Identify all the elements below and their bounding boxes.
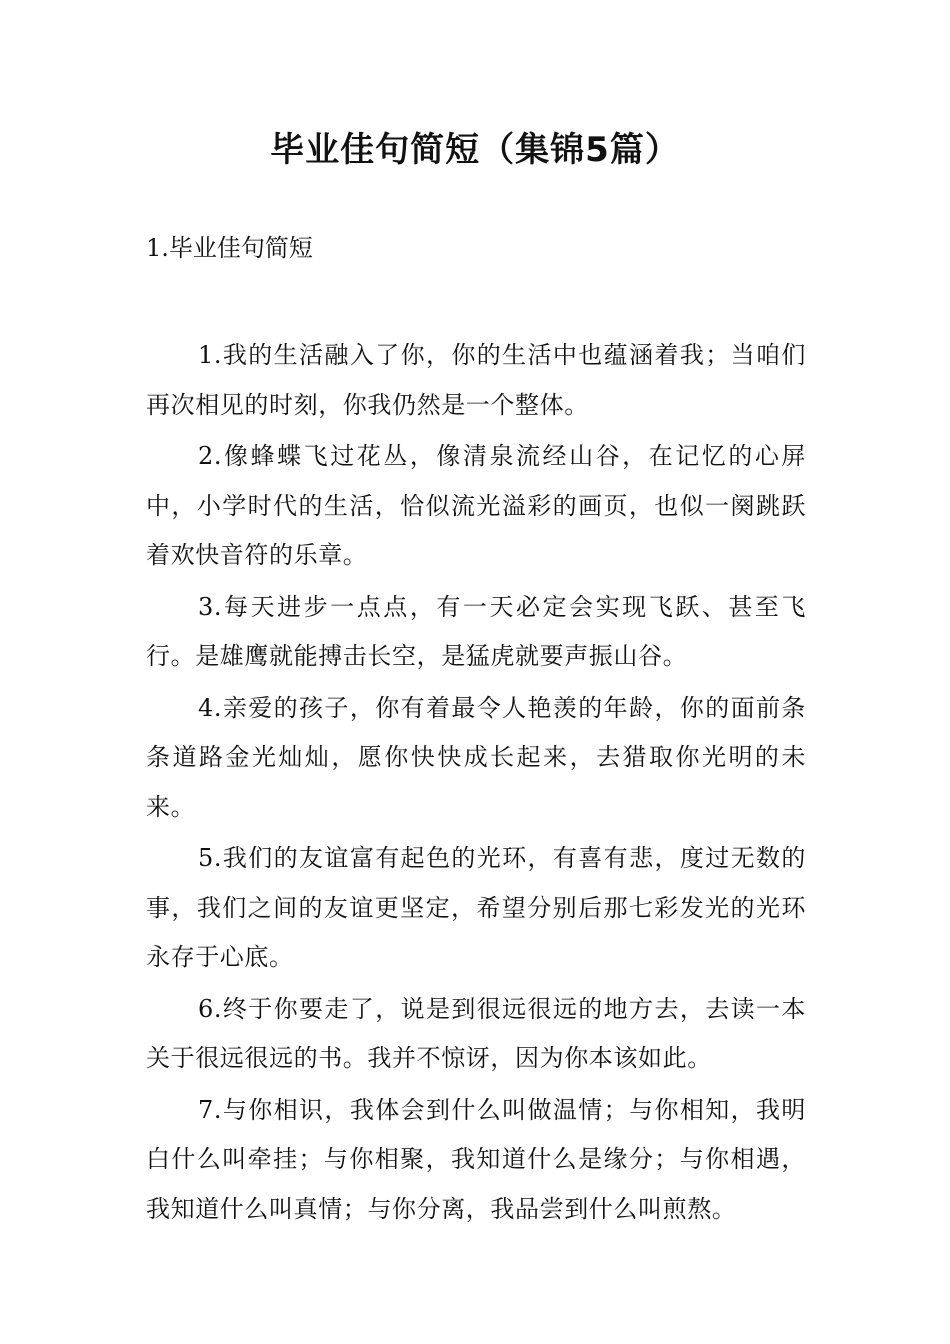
paragraph-2: 2.像蜂蝶飞过花丛，像清泉流经山谷，在记忆的心屏中，小学时代的生活，恰似流光溢彩的画页，也似一阕跳跃着欢快音符的乐章。: [146, 442, 806, 569]
document-title: 毕业佳句简短（集锦5篇）: [270, 130, 680, 170]
paragraph-4: 4.亲爱的孩子，你有着最令人艳羡的年龄，你的面前条条道路金光灿灿，愿你快快成长起来，去猎取你光明的未来。: [146, 693, 806, 821]
paragraph-7: 7.与你相识，我体会到什么叫做温情；与你相知，我明白什么叫牵挂；与你相聚，我知道什么是缘分；与你相遇，我知道什么叫真情；与你分离，我品尝到什么叫煎熬。: [146, 1095, 806, 1223]
paragraph-5: 5.我们的友谊富有起色的光环，有喜有悲，度过无数的事，我们之间的友谊更坚定，希望分别后那七彩发光的光环永存于心底。: [146, 844, 806, 971]
paragraph-1: 1.我的生活融入了你，你的生活中也蕴涵着我；当咱们再次相见的时刻，你我仍然是一个整体。: [146, 341, 806, 419]
paragraph-6: 6.终于你要走了，说是到很远很远的地方去，去读一本关于很远很远的书。我并不惊讶，因为你本该如此。: [146, 994, 806, 1072]
section-heading: 1.毕业佳句简短: [146, 234, 313, 262]
paragraph-3: 3.每天进步一点点，有一天必定会实现飞跃、甚至飞行。是雄鹰就能搏击长空，是猛虎就要声振山谷。: [146, 592, 806, 670]
document-body: [146, 331, 806, 1236]
